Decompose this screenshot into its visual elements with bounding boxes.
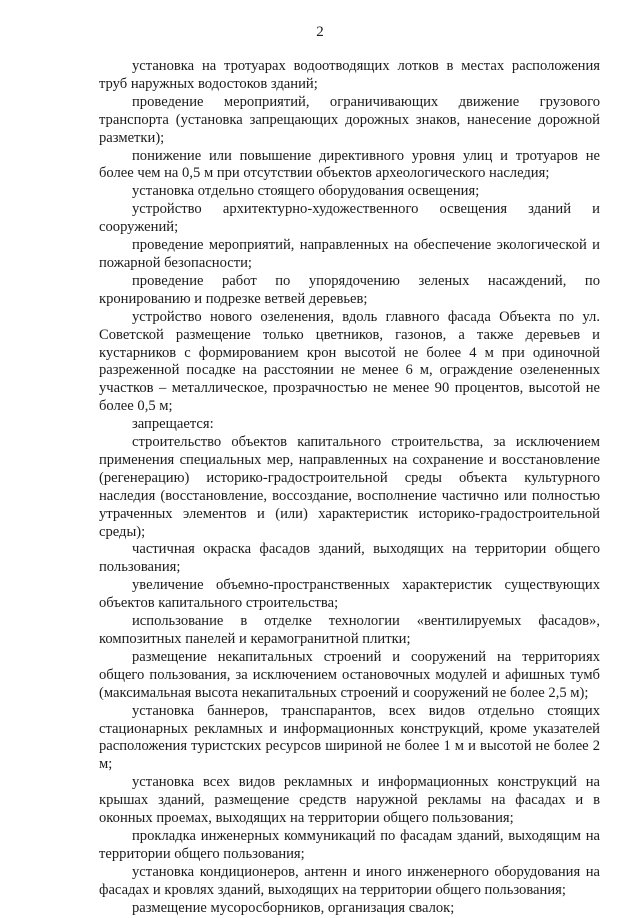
paragraph-17: прокладка инженерных коммуникаций по фасадам зданий, выходящим на территории общего пользования;	[99, 827, 600, 862]
paragraph-10: строительство объектов капитального строительства, за исключением применения специальных мер, направленных на сохранение и восстановление (регенерацию) историко-градостроительной среды объекта культурного наследия (восстановление, воссоздание, восполнение частично или полностью утраченных элементов и (или) характеристик историко-градостроительной среды);	[99, 434, 600, 540]
paragraph-1: установка на тротуарах водоотводящих лотков в местах расположения труб наружных водостоков зданий;	[99, 58, 600, 92]
paragraph-3: понижение или повышение директивного уровня улиц и тротуаров не более чем на 0,5 м при отсутствии объектов археологического наследия;	[99, 147, 600, 182]
page-number: 2	[316, 24, 324, 40]
paragraph-19: размещение мусоросборников, организация свалок;	[132, 899, 455, 916]
paragraph-8: устройство нового озеленения, вдоль главного фасада Объекта по ул. Советской размещение только цветников, газонов, а также деревьев и кустарников с формированием крон высотой не более 4 м при одиночной разреженной посадке на расстоянии не менее 6 м, ограждение озелененных участков – металлическое, прозрачностью не менее 90 процентов, высотой не более 0,5 м;	[99, 308, 600, 415]
paragraph-prohibited-heading: запрещается:	[132, 416, 214, 433]
paragraph-12: увеличение объемно-пространственных характеристик существующих объектов капитального строительства;	[99, 577, 600, 612]
paragraph-13: использование в отделке технологии «вентилируемых фасадов», композитных панелей и керамогранитной плитки;	[99, 613, 600, 647]
document-body	[99, 58, 600, 918]
paragraph-18: установка кондиционеров, антенн и иного инженерного оборудования на фасадах и кровлях зданий, выходящих на территории общего пользования;	[99, 863, 600, 898]
paragraph-6: проведение мероприятий, направленных на обеспечение экологической и пожарной безопасности;	[99, 237, 600, 271]
paragraph-11: частичная окраска фасадов зданий, выходящих на территории общего пользования;	[99, 541, 600, 576]
paragraph-15: установка баннеров, транспарантов, всех видов отдельно стоящих стационарных рекламных и информационных конструкций, кроме указателей расположения туристских ресурсов шириной не более 1 м и высотой не более 2 м;	[99, 702, 600, 773]
paragraph-2: проведение мероприятий, ограничивающих движение грузового транспорта (установка запрещающих дорожных знаков, нанесение дорожной разметки);	[99, 93, 600, 146]
paragraph-14: размещение некапитальных строений и сооружений на территориях общего пользования, за исключением остановочных модулей и афишных тумб (максимальная высота некапитальных строений и сооружений не более 2,5 м);	[99, 648, 600, 701]
paragraph-7: проведение работ по упорядочению зеленых насаждений, по кронированию и подрезке ветвей деревьев;	[99, 272, 600, 307]
paragraph-4: установка отдельно стоящего оборудования освещения;	[132, 183, 480, 200]
paragraph-16: установка всех видов рекламных и информационных конструкций на крышах зданий, размещение средств наружной рекламы на фасадах и в оконных проемах, выходящих на территории общего пользования;	[99, 774, 600, 827]
paragraph-5: устройство архитектурно-художественного освещения зданий и сооружений;	[99, 201, 600, 236]
